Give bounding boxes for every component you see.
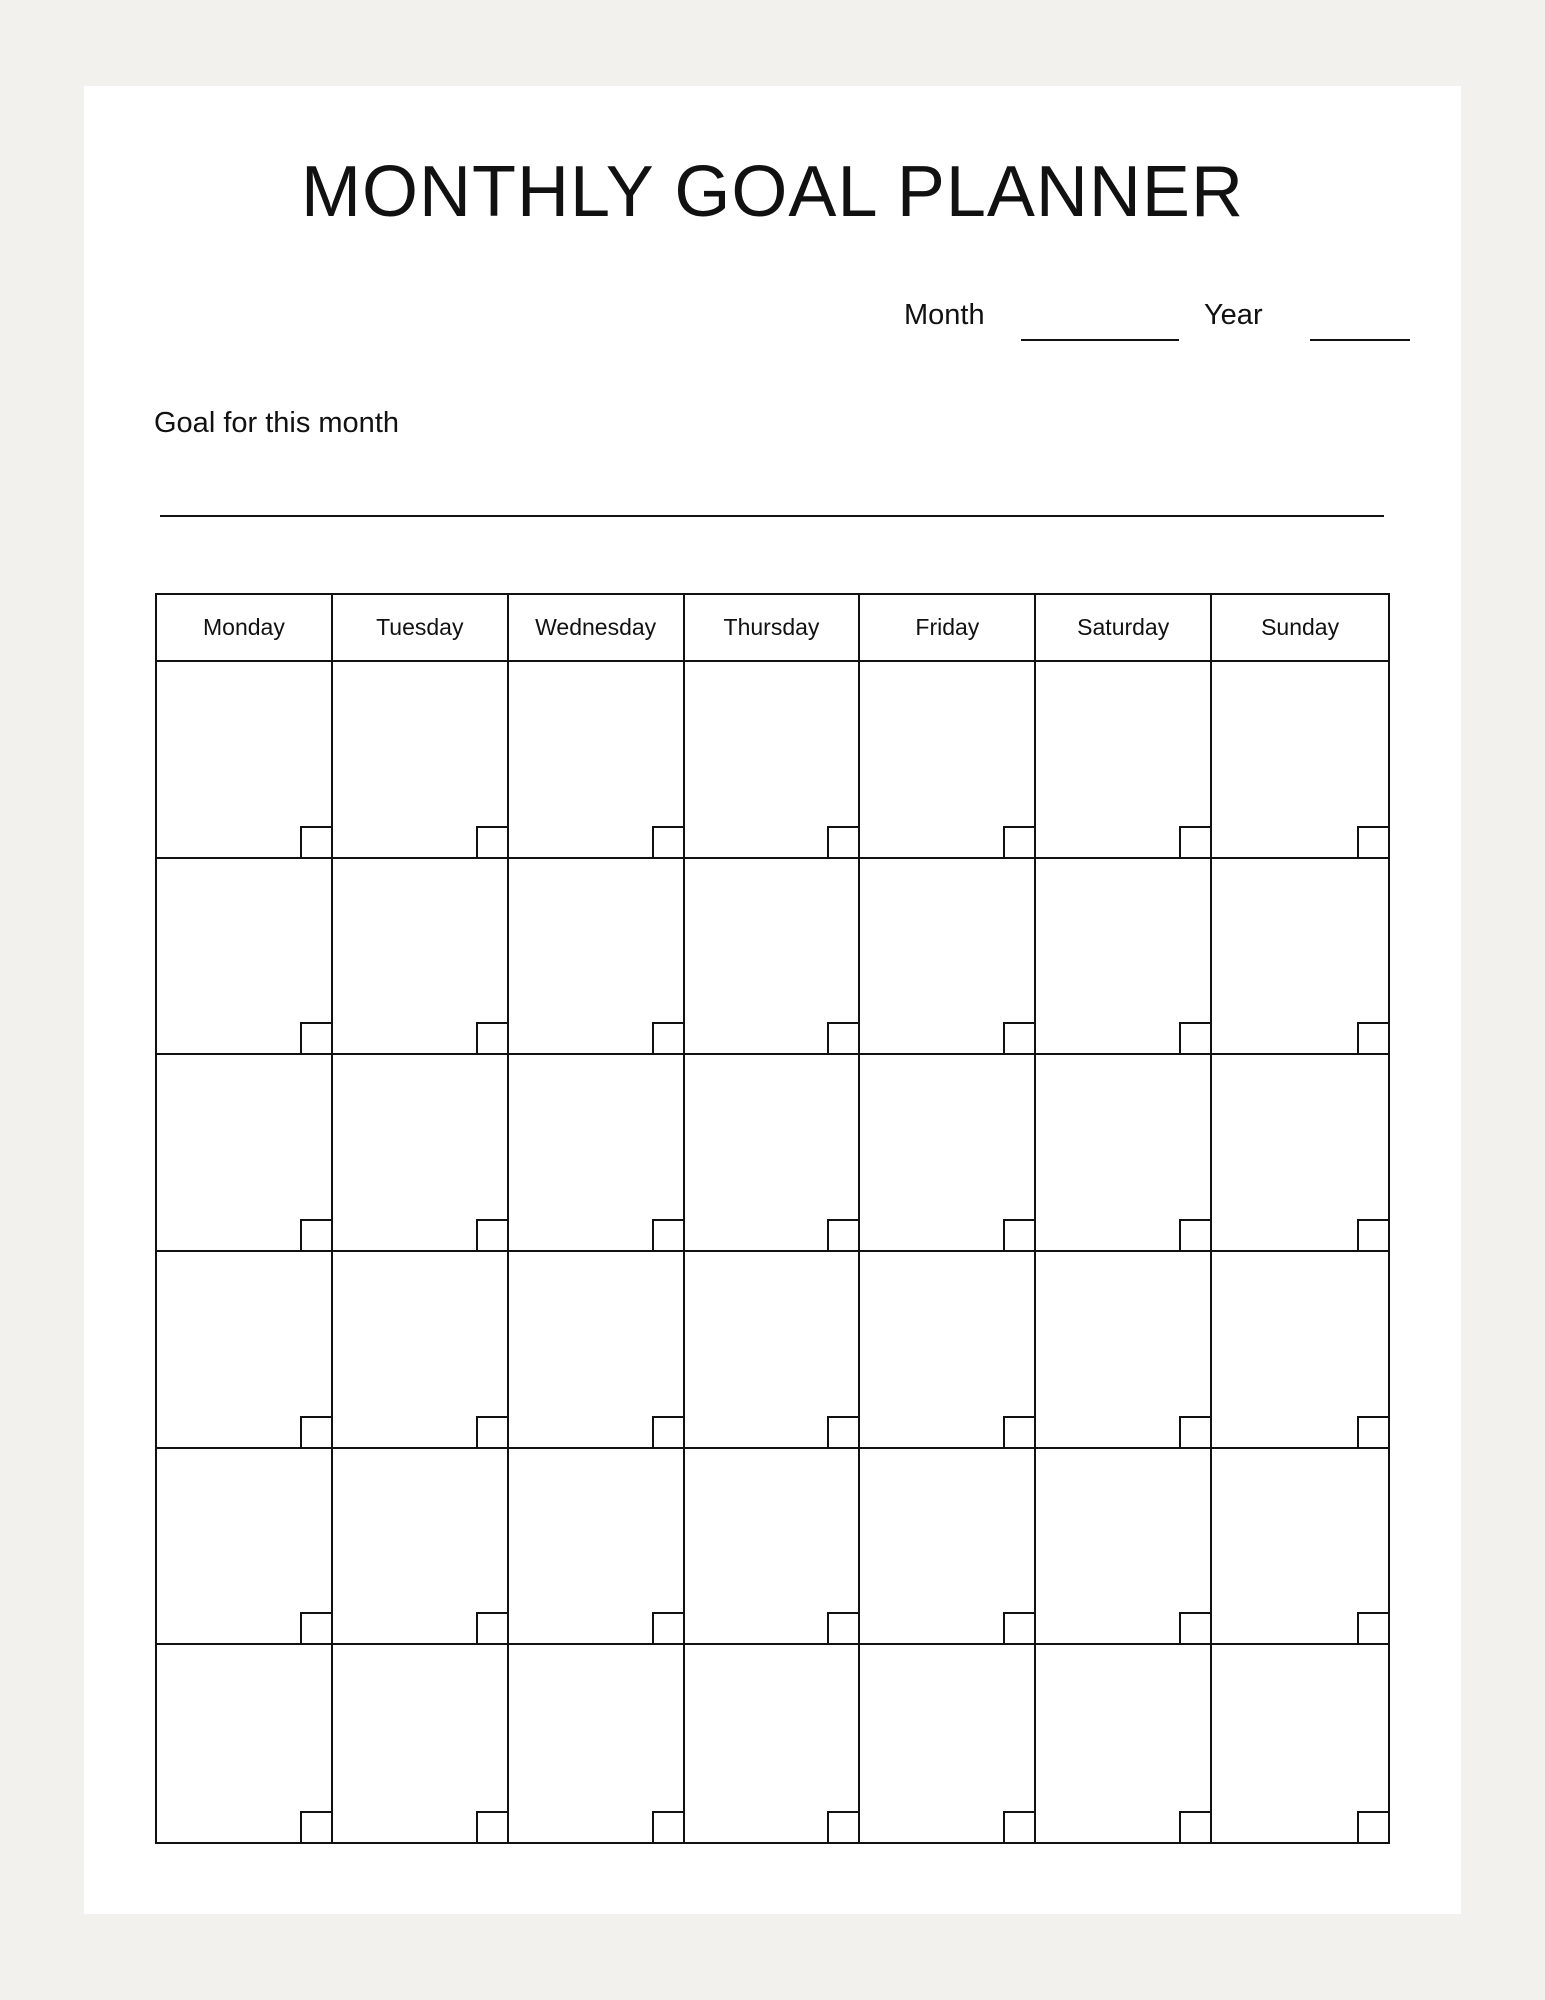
day-checkbox[interactable] — [476, 1219, 507, 1250]
day-checkbox[interactable] — [1003, 1811, 1034, 1842]
calendar-day-cell[interactable] — [333, 1645, 509, 1842]
calendar-day-cell[interactable] — [1036, 1645, 1212, 1842]
calendar-day-cell[interactable] — [860, 662, 1036, 859]
calendar-day-cell[interactable] — [509, 1055, 685, 1252]
calendar-day-cell[interactable] — [157, 1252, 333, 1449]
day-checkbox[interactable] — [1179, 1811, 1210, 1842]
day-checkbox[interactable] — [300, 1612, 331, 1643]
day-checkbox[interactable] — [1003, 1416, 1034, 1447]
day-checkbox[interactable] — [476, 1612, 507, 1643]
calendar-day-cell[interactable] — [860, 859, 1036, 1056]
calendar-day-cell[interactable] — [1036, 1055, 1212, 1252]
day-checkbox[interactable] — [1003, 1219, 1034, 1250]
day-checkbox[interactable] — [827, 1811, 858, 1842]
day-checkbox[interactable] — [476, 1416, 507, 1447]
month-label: Month — [904, 299, 985, 331]
calendar-day-cell[interactable] — [1036, 662, 1212, 859]
calendar-day-cell[interactable] — [157, 1055, 333, 1252]
day-checkbox[interactable] — [652, 1219, 683, 1250]
day-header-saturday: Saturday — [1036, 595, 1212, 662]
calendar-day-cell[interactable] — [509, 1252, 685, 1449]
day-checkbox[interactable] — [652, 1416, 683, 1447]
day-checkbox[interactable] — [1357, 1811, 1388, 1842]
day-checkbox[interactable] — [1003, 1612, 1034, 1643]
day-checkbox[interactable] — [300, 1416, 331, 1447]
day-checkbox[interactable] — [476, 1811, 507, 1842]
calendar-day-cell[interactable] — [157, 859, 333, 1056]
calendar-day-cell[interactable] — [333, 859, 509, 1056]
day-checkbox[interactable] — [1179, 826, 1210, 857]
calendar-day-cell[interactable] — [685, 1055, 861, 1252]
calendar-day-cell[interactable] — [685, 1252, 861, 1449]
calendar-day-cell[interactable] — [860, 1645, 1036, 1842]
day-checkbox[interactable] — [1003, 1022, 1034, 1053]
day-checkbox[interactable] — [652, 1811, 683, 1842]
calendar-day-cell[interactable] — [685, 662, 861, 859]
day-checkbox[interactable] — [1179, 1612, 1210, 1643]
calendar-day-cell[interactable] — [860, 1252, 1036, 1449]
calendar-day-cell[interactable] — [509, 662, 685, 859]
calendar-day-cell[interactable] — [333, 1252, 509, 1449]
calendar-day-cell[interactable] — [685, 859, 861, 1056]
day-checkbox[interactable] — [827, 826, 858, 857]
day-checkbox[interactable] — [652, 1612, 683, 1643]
calendar-day-cell[interactable] — [509, 1449, 685, 1646]
day-checkbox[interactable] — [476, 1022, 507, 1053]
calendar-day-cell[interactable] — [509, 859, 685, 1056]
day-checkbox[interactable] — [300, 1022, 331, 1053]
calendar-day-cell[interactable] — [1212, 1055, 1388, 1252]
calendar-day-cell[interactable] — [1212, 1252, 1388, 1449]
day-checkbox[interactable] — [1179, 1022, 1210, 1053]
day-checkbox[interactable] — [300, 1811, 331, 1842]
calendar-grid — [155, 593, 1390, 1844]
day-header-sunday: Sunday — [1212, 595, 1388, 662]
day-checkbox[interactable] — [652, 1022, 683, 1053]
calendar-day-cell[interactable] — [860, 1055, 1036, 1252]
month-field[interactable] — [1021, 339, 1179, 341]
calendar-day-cell[interactable] — [1036, 1449, 1212, 1646]
planner-page — [84, 86, 1461, 1914]
day-header-thursday: Thursday — [685, 595, 861, 662]
calendar-day-cell[interactable] — [333, 1055, 509, 1252]
day-checkbox[interactable] — [827, 1219, 858, 1250]
calendar-day-cell[interactable] — [157, 662, 333, 859]
day-header-wednesday: Wednesday — [509, 595, 685, 662]
calendar-day-cell[interactable] — [333, 662, 509, 859]
calendar-day-cell[interactable] — [1212, 1449, 1388, 1646]
day-checkbox[interactable] — [827, 1416, 858, 1447]
calendar-day-cell[interactable] — [1212, 859, 1388, 1056]
day-checkbox[interactable] — [300, 1219, 331, 1250]
day-checkbox[interactable] — [1003, 826, 1034, 857]
calendar-day-cell[interactable] — [1212, 662, 1388, 859]
day-checkbox[interactable] — [1357, 826, 1388, 857]
day-header-friday: Friday — [860, 595, 1036, 662]
day-checkbox[interactable] — [300, 826, 331, 857]
calendar-day-cell[interactable] — [1036, 1252, 1212, 1449]
page-title: MONTHLY GOAL PLANNER — [301, 152, 1244, 232]
calendar-day-cell[interactable] — [1036, 859, 1212, 1056]
calendar-day-cell[interactable] — [860, 1449, 1036, 1646]
day-checkbox[interactable] — [1357, 1612, 1388, 1643]
calendar-day-cell[interactable] — [685, 1645, 861, 1842]
day-header-monday: Monday — [157, 595, 333, 662]
day-checkbox[interactable] — [827, 1612, 858, 1643]
month-year-fields — [904, 301, 1404, 361]
day-checkbox[interactable] — [476, 826, 507, 857]
day-header-tuesday: Tuesday — [333, 595, 509, 662]
calendar-day-cell[interactable] — [333, 1449, 509, 1646]
year-label: Year — [1204, 299, 1263, 331]
calendar-day-cell[interactable] — [509, 1645, 685, 1842]
day-checkbox[interactable] — [652, 826, 683, 857]
day-checkbox[interactable] — [1357, 1416, 1388, 1447]
calendar-day-cell[interactable] — [1212, 1645, 1388, 1842]
goal-label: Goal for this month — [154, 407, 399, 439]
goal-field[interactable] — [160, 515, 1384, 517]
day-checkbox[interactable] — [1357, 1219, 1388, 1250]
day-checkbox[interactable] — [1179, 1219, 1210, 1250]
day-checkbox[interactable] — [1357, 1022, 1388, 1053]
calendar-day-cell[interactable] — [157, 1645, 333, 1842]
day-checkbox[interactable] — [827, 1022, 858, 1053]
year-field[interactable] — [1310, 339, 1410, 341]
day-checkbox[interactable] — [1179, 1416, 1210, 1447]
calendar-day-cell[interactable] — [157, 1449, 333, 1646]
calendar-day-cell[interactable] — [685, 1449, 861, 1646]
